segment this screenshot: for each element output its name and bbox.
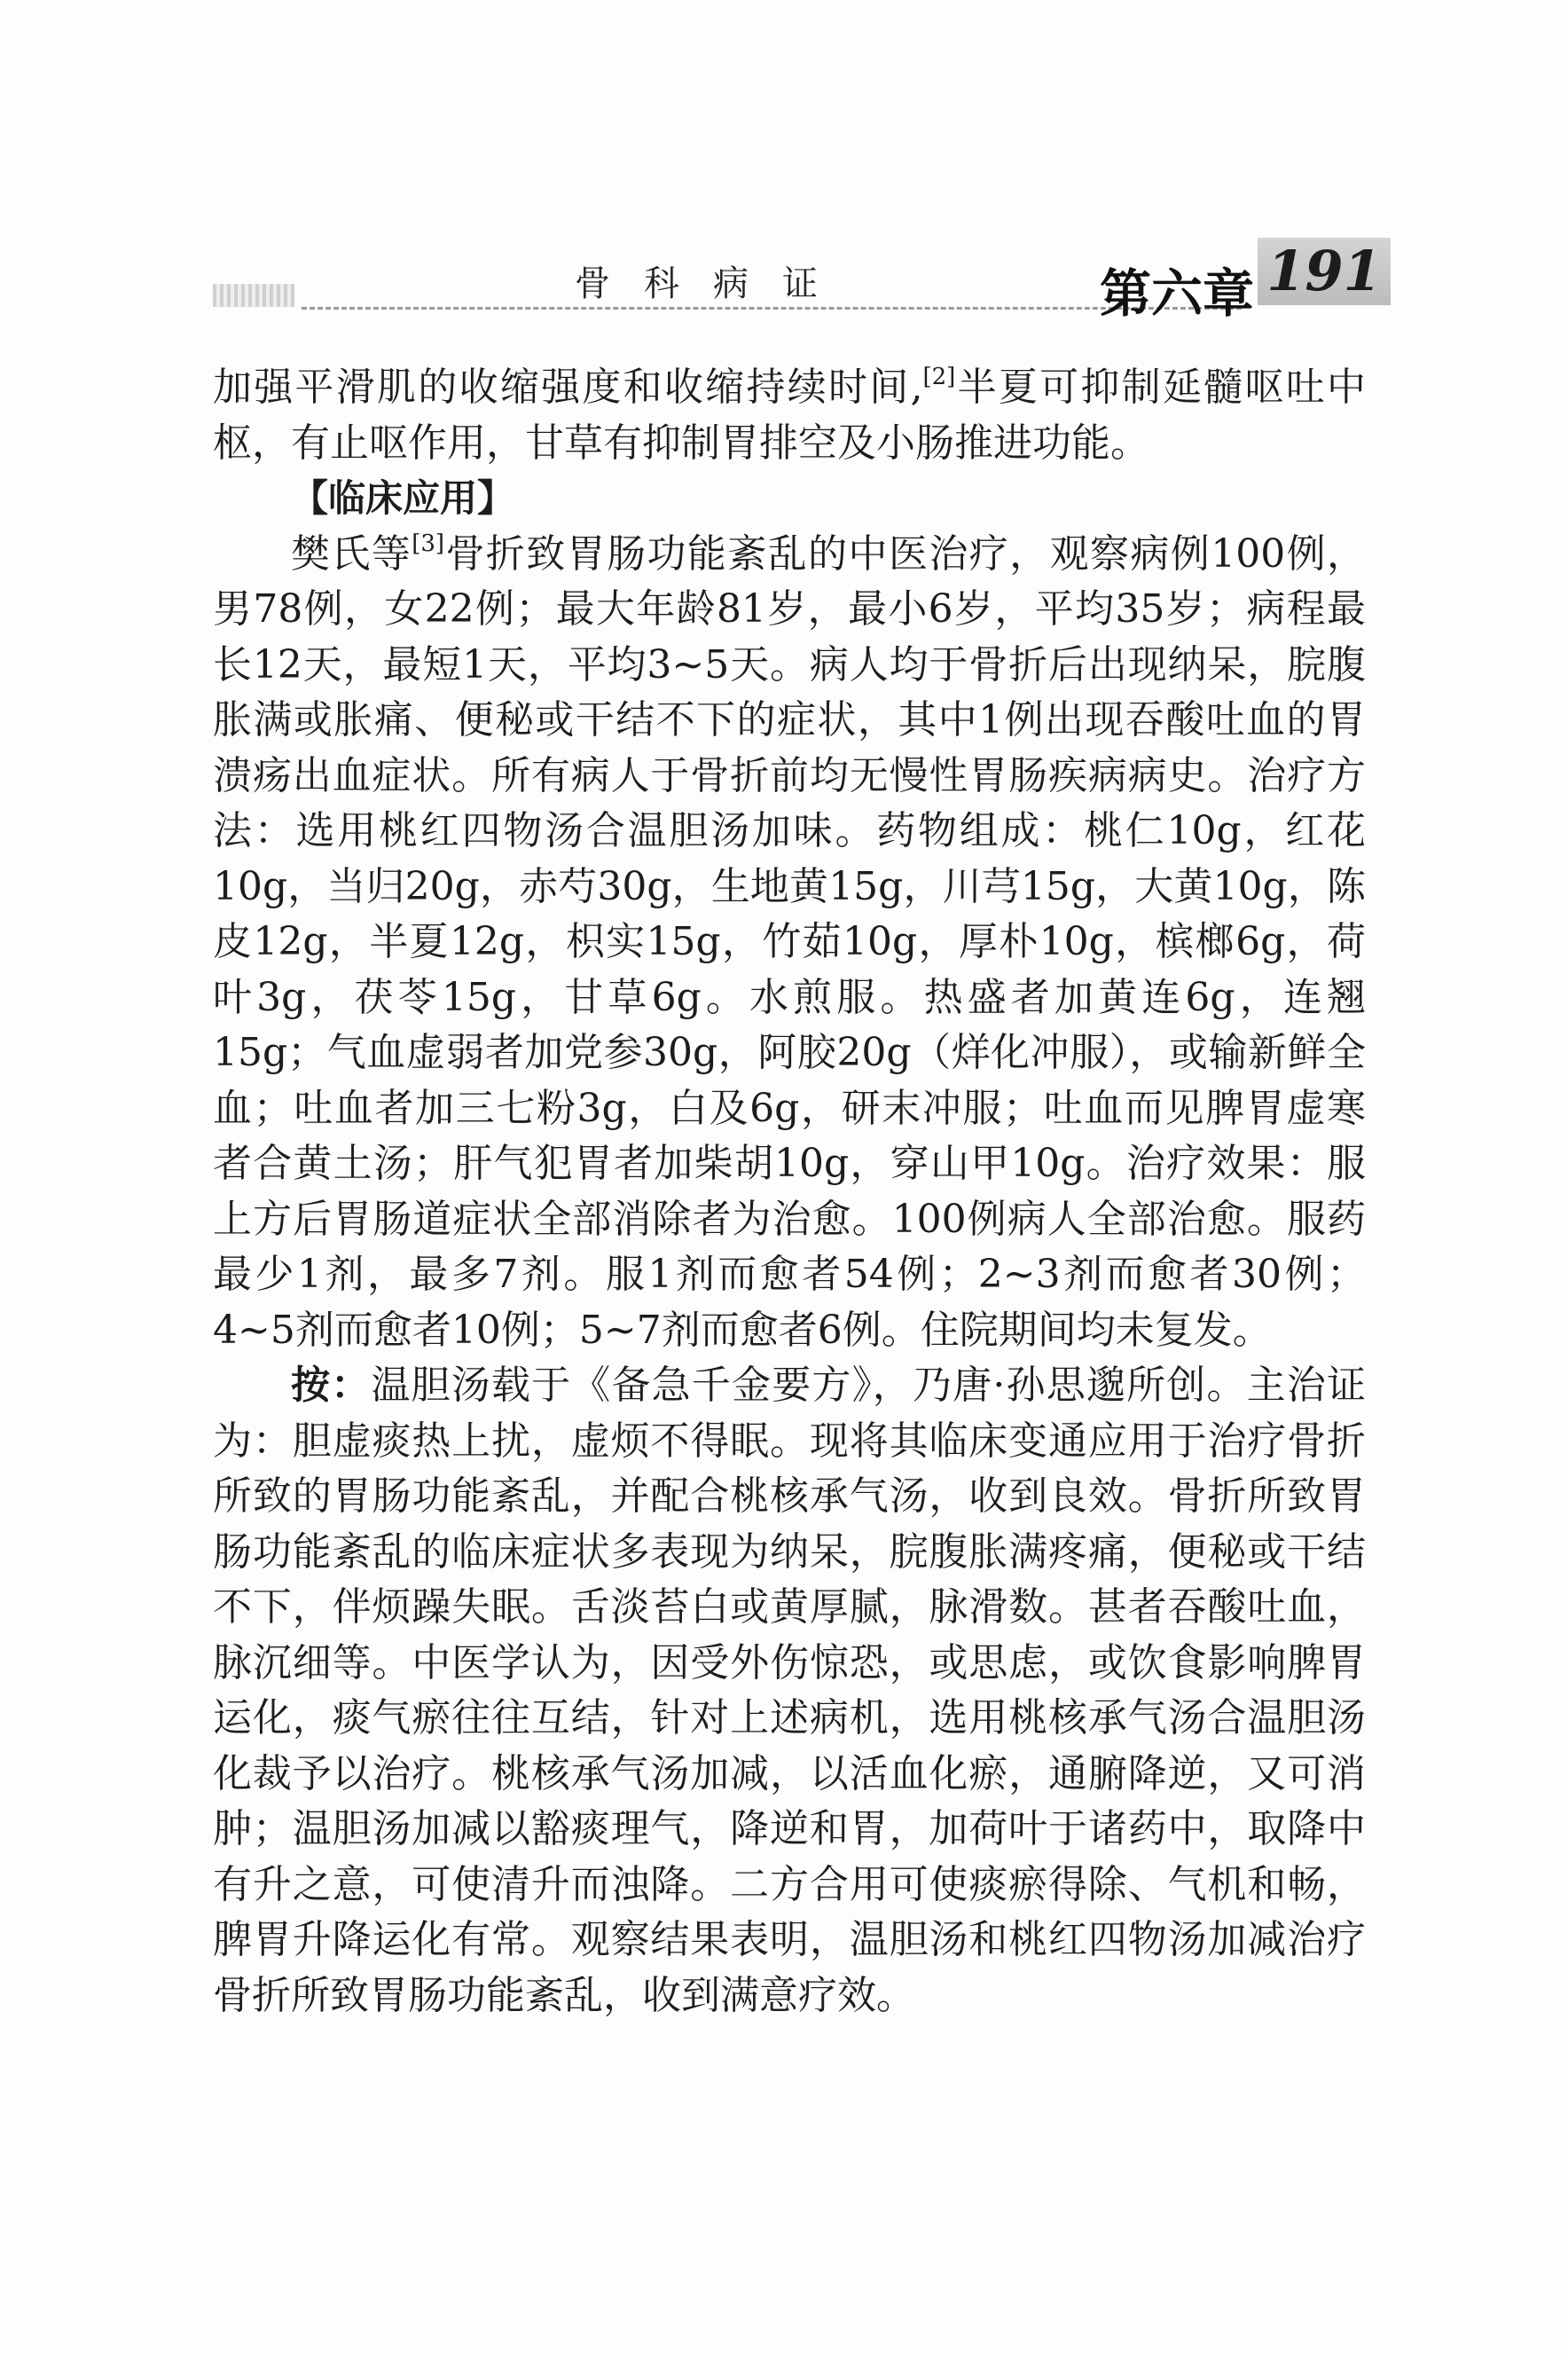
citation-ref: [2] (922, 364, 956, 391)
paragraph-text: 樊氏等 (291, 530, 412, 577)
paragraph-text: 加强平滑肌的收缩强度和收缩持续时间, (213, 365, 923, 410)
paragraph-clinical-case (213, 527, 1366, 1359)
header-ornament (213, 284, 294, 307)
page-number: 191 (1258, 238, 1391, 305)
running-header (213, 238, 1384, 326)
section-heading: 【临床应用】 (291, 476, 515, 520)
running-title: 骨科病证 (575, 263, 851, 304)
note-label: 按： (291, 1363, 372, 1408)
paragraph-text: 半夏可抑制延髓呕吐中枢，有止呕作用，甘草有抑制胃排空及小肠推进功能。 (213, 365, 1366, 466)
paragraph-text: 温胆汤载于《备急千金要方》，乃唐·孙思邈所创。主治证为：胆虚痰热上扰，虚烦不得眠。现将其临床变通应用于治疗骨折所致的胃肠功能紊乱，并配合桃核承气汤，收到良效。骨折所致胃肠功能紊乱的临床症状多表现为纳呆，脘腹胀满疼痛，便秘或干结不下，伴烦躁失眠。舌淡苔白或黄厚腻，脉滑数。甚者吞酸吐血，脉沉细等。中医学认为，因受外伤惊恐，或思虑，或饮食影响脾胃运化，痰气瘀往往互结，针对上述病机，选用桃核承气汤合温胆汤化裁予以治疗。桃核承气汤加减，以活血化瘀，通腑降逆，又可消肿；温胆汤加减以豁痰理气，降逆和胃，加荷叶于诸药中，取降中有升之意，可使清升而浊降。二方合用可使痰瘀得除、气机和畅，脾胃升降运化有常。观察结果表明，温胆汤和桃红四物汤加减治疗骨折所致胃肠功能紊乱，收到满意疗效。 (213, 1363, 1367, 2018)
paragraph-continuation (213, 360, 1366, 471)
citation-ref: [3] (412, 530, 445, 557)
paragraph-note (213, 1358, 1366, 2023)
paragraph-text: 骨折致胃肠功能紊乱的中医治疗，观察病例100例，男78例，女22例；最大年龄81岁，最小6岁，平均35岁；病程最长12天，最短1天，平均3~5天。病人均于骨折后出现纳呆，脘腹胀满或胀痛、便秘或干结不下的症状，其中1例出现吞酸吐血的胃溃疡出血症状。所有病人于骨折前均无慢性胃肠疾病病史。治疗方法：选用桃红四物汤合温胆汤加味。药物组成：桃仁10g，红花10g，当归20g，赤芍30g，生地黄15g，川芎15g，大黄10g，陈皮12g，半夏12g，枳实15g，竹茹10g，厚朴10g，槟榔6g，荷叶3g，茯苓15g，甘草6g。水煎服。热盛者加黄连6g，连翘15g；气血虚弱者加党参30g，阿胶20g（烊化冲服），或输新鲜全血；吐血者加三七粉3g，白及6g，研末冲服；吐血而见脾胃虚寒者合黄土汤；肝气犯胃者加柴胡10g，穿山甲10g。治疗效果：服上方后胃肠道症状全部消除者为治愈。100例病人全部治愈。服药最少1剂，最多7剂。服1剂而愈者54例；2~3剂而愈者30例；4~5剂而愈者10例；5~7剂而愈者6例。住院期间均未复发。 (213, 530, 1367, 1353)
body-text (213, 360, 1366, 2023)
chapter-label: 第六章 (1100, 263, 1255, 324)
